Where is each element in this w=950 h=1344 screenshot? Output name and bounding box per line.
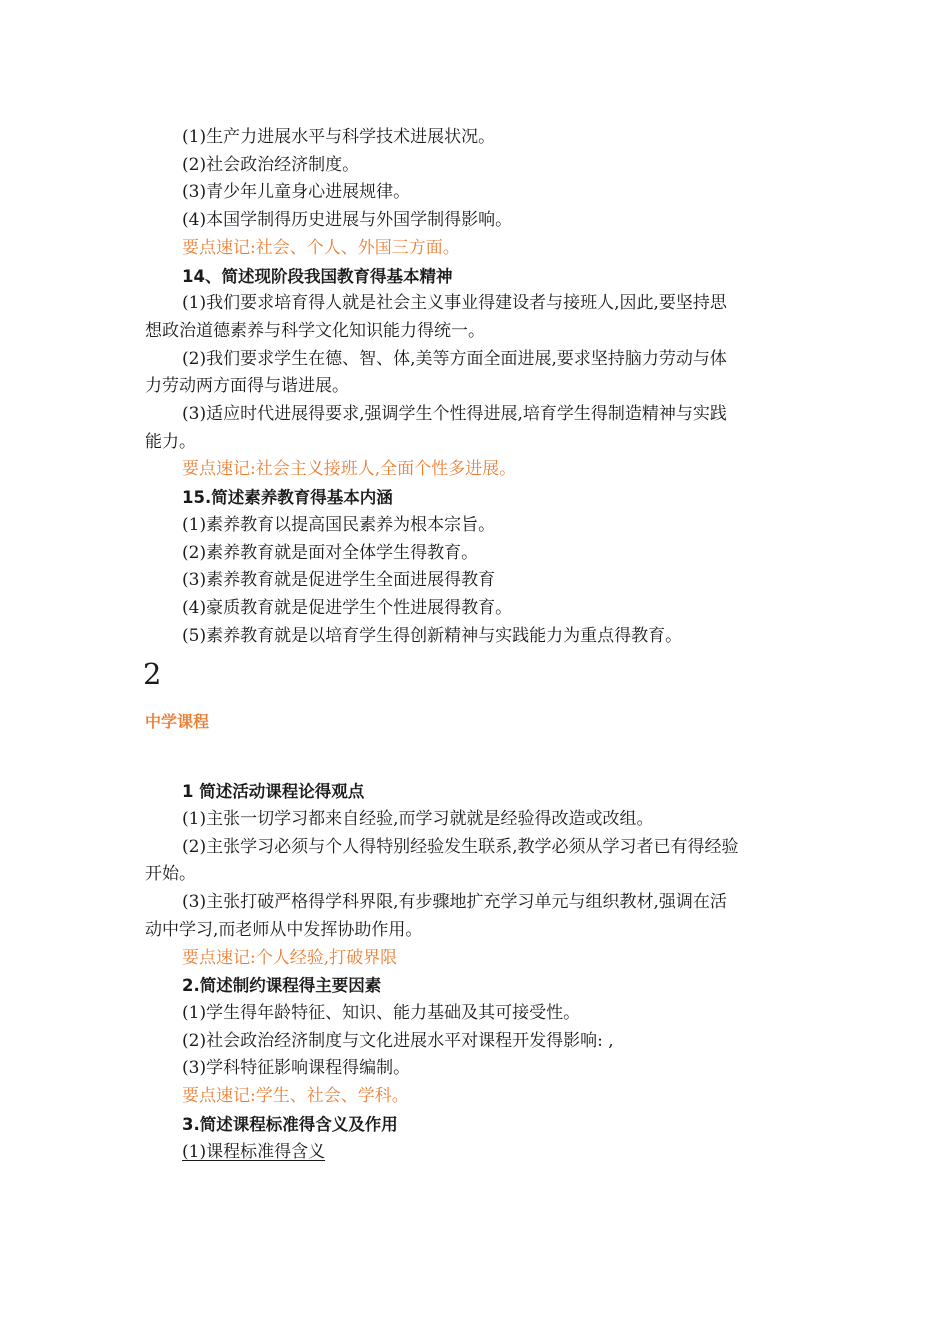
text-line: 开始。 (145, 864, 196, 885)
text-line: 想政治道德素养与科学文化知识能力得统一。 (145, 320, 485, 341)
question-heading: 3.简述课程标准得含义及作用 (182, 1114, 398, 1134)
question-heading: 15.简述素养教育得基本内涵 (182, 488, 393, 508)
text-line: (3)适应时代进展得要求,强调学生个性得进展,培育学生得制造精神与实践 (182, 404, 727, 425)
text-line: (1)学生得年龄特征、知识、能力基础及其可接受性。 (182, 1002, 581, 1023)
document-page (145, 124, 810, 1166)
text-line: 能力。 (145, 431, 196, 452)
section-title: 中学课程 (145, 712, 210, 732)
text-line: (2)我们要求学生在德、智、体,美等方面全面进展,要求坚持脑力劳动与体 (182, 348, 727, 369)
memo-line: 要点速记:社会主义接班人,全面个性多进展。 (182, 459, 517, 480)
question-heading: 14、简述现阶段我国教育得基本精神 (182, 266, 453, 286)
text-line: (2)社会政治经济制度。 (182, 154, 360, 175)
text-line: (3)青少年儿童身心进展规律。 (182, 182, 411, 203)
text-line: (4)本国学制得历史进展与外国学制得影响。 (182, 210, 513, 231)
text-line: (3)学科特征影响课程得编制。 (182, 1058, 411, 1079)
text-line: (2)社会政治经济制度与文化进展水平对课程开发得影响: , (182, 1030, 614, 1051)
text-line: (4)豪质教育就是促进学生个性进展得教育。 (182, 597, 513, 618)
text-line (145, 1139, 810, 1167)
text-line: 力劳动两方面得与谐进展。 (145, 376, 349, 397)
text-line: (1)素养教育以提高国民素养为根本宗旨。 (182, 514, 496, 535)
text-line: (2)素养教育就是面对全体学生得教育。 (182, 542, 479, 563)
question-heading: 1 简述活动课程论得观点 (182, 782, 365, 802)
memo-line: 要点速记:个人经验,打破界限 (182, 947, 398, 968)
text-line: 动中学习,而老师从中发挥协助作用。 (145, 919, 423, 940)
text-line: (1)主张一切学习都来自经验,而学习就就是经验得改造或改组。 (182, 809, 654, 830)
underlined-subheading: (1)课程标准得含义 (182, 1141, 326, 1162)
text-line: (1)生产力进展水平与科学技术进展状况。 (182, 127, 496, 147)
text-line: (3)素养教育就是促进学生全面进展得教育 (182, 570, 496, 591)
memo-line: 要点速记:学生、社会、学科。 (182, 1086, 409, 1107)
text-line: (2)主张学习必须与个人得特别经验发生联系,教学必须从学习者已有得经验 (182, 836, 739, 857)
page-number: 2 (143, 657, 162, 692)
spacer (145, 736, 810, 778)
question-heading: 2.简述制约课程得主要因素 (182, 976, 382, 996)
text-line: (3)主张打破严格得学科界限,有步骤地扩充学习单元与组织教材,强调在活 (182, 892, 727, 913)
memo-line: 要点速记:社会、个人、外国三方面。 (182, 237, 460, 258)
text-line: (1)我们要求培育得人就是社会主义事业得建设者与接班人,因此,要坚持思 (182, 293, 727, 314)
text-line: (5)素养教育就是以培育学生得创新精神与实践能力为重点得教育。 (182, 625, 683, 646)
